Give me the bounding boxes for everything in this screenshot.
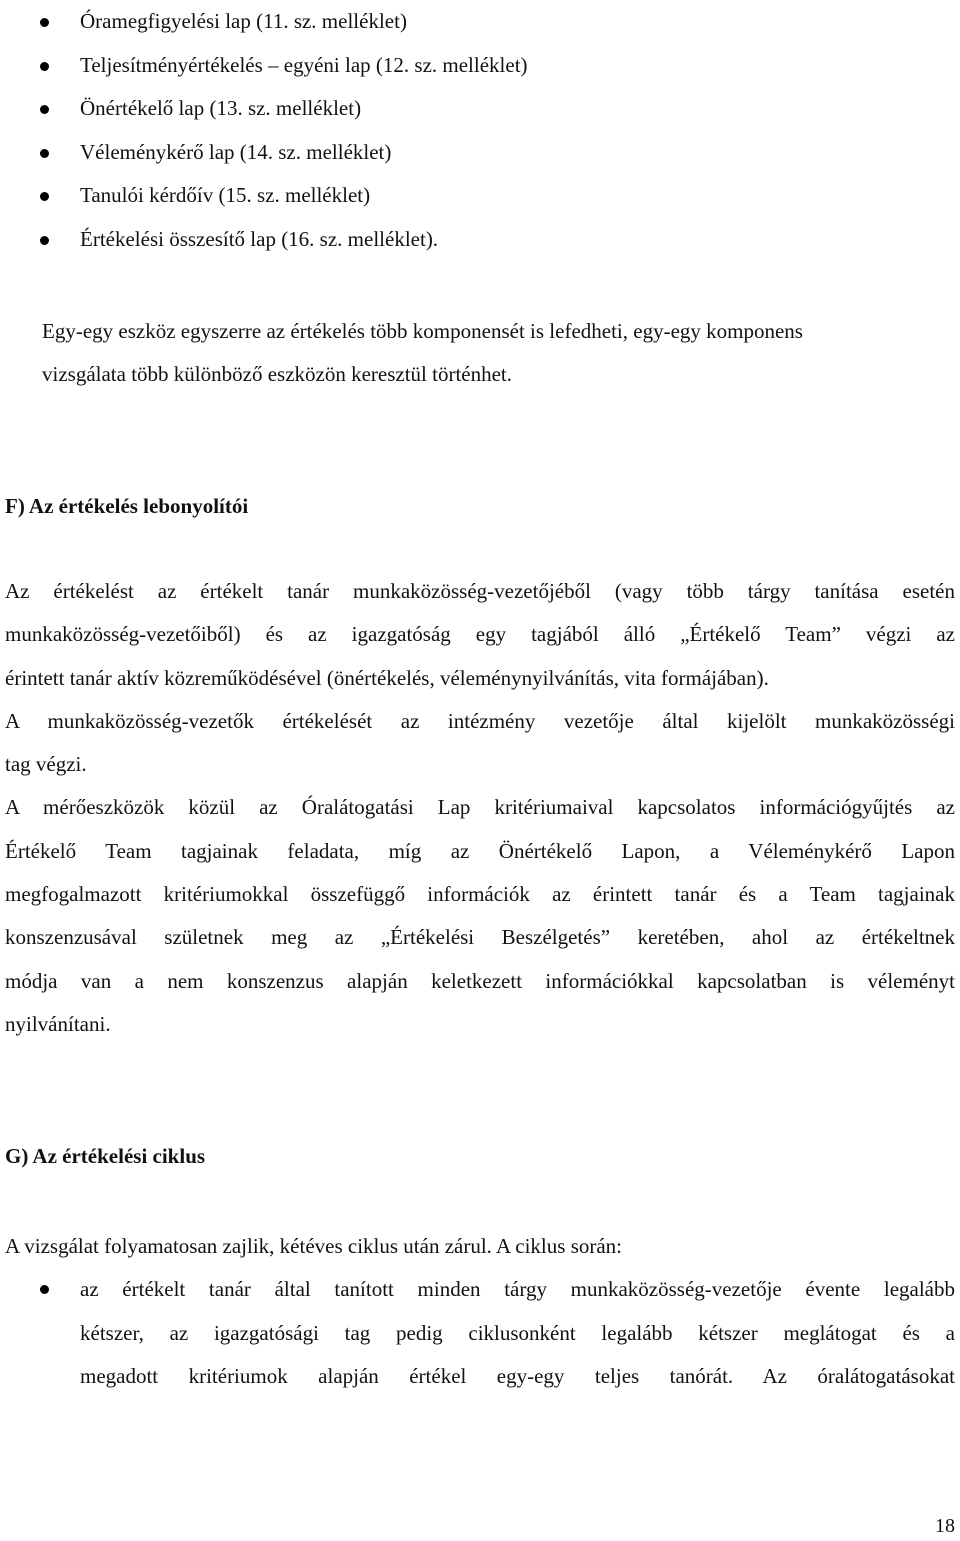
section-g-heading: G) Az értékelési ciklus <box>5 1144 206 1168</box>
section-f-heading: F) Az értékelés lebonyolítói <box>5 494 249 518</box>
annex-list <box>0 0 960 261</box>
intro-paragraph <box>42 310 955 396</box>
list-item-text: Óramegfigyelési lap (11. sz. melléklet) <box>80 9 407 33</box>
list-item <box>0 218 960 262</box>
body-line: A munkaközösség-vezetők értékelését az intézmény vezetője által kijelölt munkaközösségi <box>5 708 955 733</box>
list-item <box>0 174 960 218</box>
body-line: Az értékelést az értékelt tanár munkaközösség-vezetőjéből (vagy több tárgy tanítása esetén <box>5 579 955 603</box>
list-item-line: az értékelt tanár által tanított minden tárgy munkaközösség-vezetője évente legalább <box>80 1277 955 1301</box>
body-line: megfogalmazott kritériumokkal összefüggő információk az érintett tanár és a Team tagjainak <box>5 882 955 907</box>
section-f-body <box>5 570 955 1046</box>
body-line: konszenzusával születnek meg az „Értékelési Beszélgetés” keretében, ahol az értékeltnek <box>5 925 955 950</box>
bullet-icon <box>40 236 49 245</box>
bullet-icon <box>40 18 49 27</box>
body-line: nyilvánítani. <box>5 1011 111 1036</box>
body-line: módja van a nem konszenzus alapján keletkezett információkkal kapcsolatban is véleményt <box>5 968 955 993</box>
list-item <box>0 131 960 175</box>
section-g-intro: A vizsgálat folyamatosan zajlik, kétéves ciklus után zárul. A ciklus során: <box>5 1234 623 1258</box>
list-item <box>80 1268 955 1399</box>
list-item-text: Tanulói kérdőív (15. sz. melléklet) <box>80 183 371 207</box>
list-item-text: Értékelési összesítő lap (16. sz. melléklet). <box>80 226 439 251</box>
bullet-icon <box>40 105 49 114</box>
list-item-text: Önértékelő lap (13. sz. melléklet) <box>80 96 362 120</box>
body-line: A mérőeszközök közül az Óralátogatási Lap kritériumaival kapcsolatos információgyűjtés az <box>5 795 955 820</box>
intro-line: Egy-egy eszköz egyszerre az értékelés több komponensét is lefedheti, egy-egy komponens <box>42 319 803 343</box>
bullet-icon <box>40 62 49 71</box>
page-number: 18 <box>935 1515 955 1537</box>
list-item <box>0 0 960 44</box>
list-item-text: Véleménykérő lap (14. sz. melléklet) <box>80 139 392 164</box>
list-item-line: kétszer, az igazgatósági tag pedig ciklusonként legalább kétszer meglátogat és a <box>80 1320 955 1345</box>
body-line: tag végzi. <box>5 752 87 777</box>
intro-line: vizsgálata több különböző eszközön keresztül történhet. <box>42 362 513 386</box>
body-line: Értékelő Team tagjainak feladata, míg az Önértékelő Lapon, a Véleménykérő Lapon <box>5 838 955 863</box>
bullet-icon <box>40 149 49 158</box>
body-line: érintett tanár aktív közreműködésével (önértékelés, véleménynyilvánítás, vita formájában). <box>5 665 769 690</box>
list-item <box>0 87 960 131</box>
list-item <box>0 44 960 88</box>
list-item-text: Teljesítményértékelés – egyéni lap (12. sz. melléklet) <box>80 52 528 77</box>
list-item-line: megadott kritériumok alapján értékel egy-egy teljes tanórát. Az óralátogatásokat <box>80 1364 955 1388</box>
bullet-icon <box>40 192 49 201</box>
body-line: munkaközösség-vezetőiből) és az igazgatóság egy tagjából álló „Értékelő Team” végzi az <box>5 622 955 647</box>
bullet-icon <box>40 1285 49 1294</box>
